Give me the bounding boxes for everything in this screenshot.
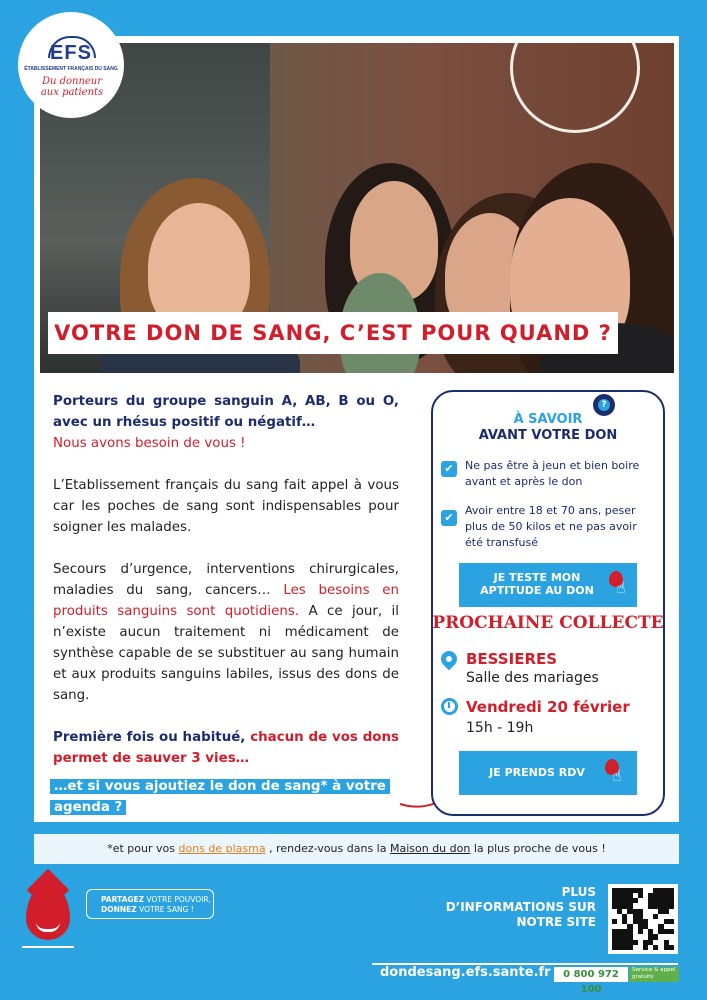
qr-code[interactable] <box>608 884 678 954</box>
headline-banner <box>48 312 618 354</box>
test-aptitude-button[interactable] <box>459 563 637 607</box>
headline: VOTRE DON DE SANG, C’EST POUR QUAND ? <box>54 321 612 345</box>
test-aptitude-label: JE TESTE MON APTITUDE AU DON <box>480 571 594 597</box>
more-info-text: PLUS D’INFORMATIONS SUR NOTRE SITE <box>445 885 596 929</box>
collecte-place: Salle des mariages <box>466 670 599 686</box>
paragraph-efs: L’Etablissement français du sang fait appel à vous car les poches de sang sont indispensables pour soigner les malades. <box>53 478 399 535</box>
hand-pointer-icon: ☝ <box>616 578 626 597</box>
collecte-title: PROCHAINE COLLECTE <box>432 613 664 633</box>
intro-need: Nous avons besoin de vous ! <box>53 436 246 451</box>
clock-hand <box>448 702 450 708</box>
paragraph-lives <box>53 727 399 769</box>
slogan-b2: DONNEZ <box>101 905 137 914</box>
checkbox-icon: ✔ <box>441 510 457 526</box>
slogan-badge <box>86 889 214 919</box>
website-link[interactable]: dondesang.efs.sante.fr <box>380 965 551 980</box>
plasma-c: , rendez-vous dans la <box>265 842 390 855</box>
plasma-a: *et pour vos <box>107 842 179 855</box>
slogan-r2: VOTRE SANG ! <box>136 905 194 914</box>
plasma-e: la plus proche de vous ! <box>470 842 606 855</box>
main-text <box>53 391 399 790</box>
needs-text-a: Secours d’urgence, interventions chirurgicales, maladies du sang, cancers… <box>53 562 399 598</box>
paragraph-needs <box>53 559 399 706</box>
lives-text-a: Première fois ou habitué, <box>53 730 251 745</box>
info-title-line1: À SAVOIR <box>513 412 583 427</box>
phone-number[interactable]: 0 800 972 100 <box>554 967 628 982</box>
condition-item: Ne pas être à jeun et bien boire avant et après le don <box>465 459 640 488</box>
logo-subtitle: ÉTABLISSEMENT FRANÇAIS DU SANG <box>24 66 118 72</box>
maison-du-don-link[interactable]: Maison du don <box>389 842 471 855</box>
agenda-text: …et si vous ajoutiez le don de sang* à votre agenda ? <box>50 779 390 815</box>
plasma-note <box>34 834 679 864</box>
location-pin-dot <box>446 656 452 662</box>
agenda-callout <box>50 776 400 818</box>
question-icon: ? <box>598 399 610 411</box>
needs-text-c: A ce jour, il n’existe aucun traitement ni médicament de synthèse capable de se substituer au sang humain et aux produits sanguins labiles, issus des dons de sang. <box>53 604 399 703</box>
intro <box>53 391 399 454</box>
logo-name: EFS <box>50 42 92 64</box>
lives-highlight: chacun de vos dons permet de sauver 3 vies… <box>53 730 399 766</box>
hand-pointer-icon: ☝ <box>612 766 622 785</box>
needs-highlight: Les besoins en produits sanguins sont quotidiens. <box>53 583 399 619</box>
rdv-label: JE PRENDS RDV <box>489 766 585 779</box>
intro-groups: Porteurs du groupe sanguin A, AB, B ou O, avec un rhésus positif ou négatif… <box>53 394 399 430</box>
slogan-b1: PARTAGEZ <box>101 895 145 904</box>
info-title <box>431 412 665 444</box>
collecte-city: BESSIERES <box>466 650 558 668</box>
collecte-date: Vendredi 20 février <box>466 698 630 716</box>
info-title-line2: AVANT VOTRE DON <box>478 428 618 443</box>
phone-service-tag: Service & appel gratuits <box>629 967 679 982</box>
logo-tagline: Du donneur aux patients <box>40 76 104 98</box>
condition-item: Avoir entre 18 et 70 ans, peser plus de 50 kilos et ne pas avoir été transfusé <box>465 504 637 549</box>
efs-logo <box>18 12 124 118</box>
checkbox-icon: ✔ <box>441 461 457 477</box>
plasma-link[interactable]: dons de plasma <box>178 842 266 855</box>
rdv-button[interactable] <box>459 751 637 795</box>
slogan-r1: VOTRE POUVOIR, <box>144 895 211 904</box>
drop-underline <box>22 946 74 948</box>
collecte-hours: 15h - 19h <box>466 720 534 736</box>
